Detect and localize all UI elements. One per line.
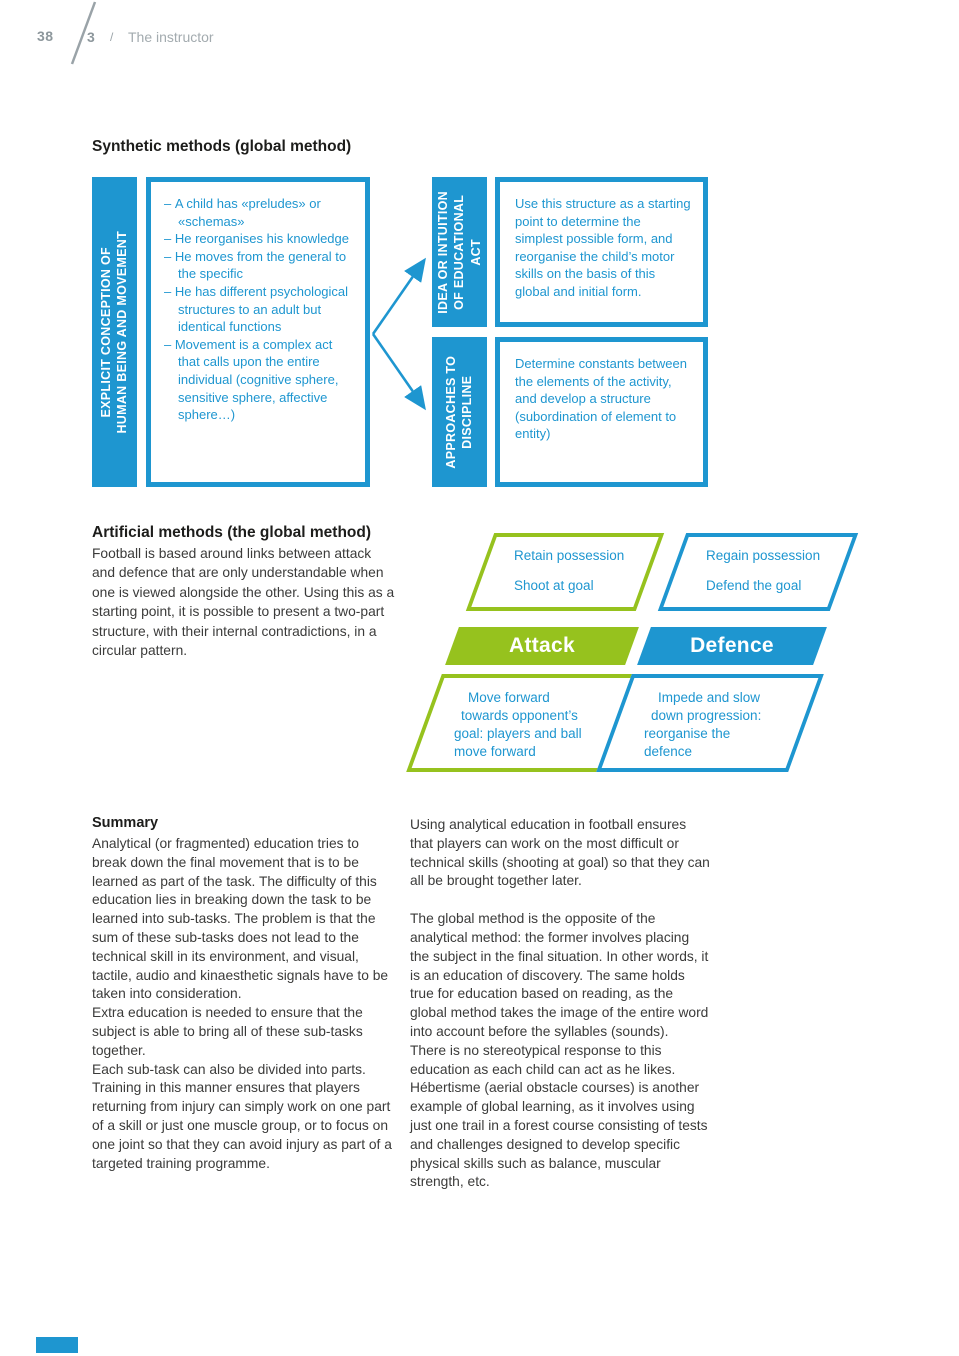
idea-intuition-label: IDEA OR INTUITION OF EDUCATIONAL ACT	[432, 177, 487, 327]
chapter-title: The instructor	[128, 29, 214, 45]
summary-left-column: Analytical (or fragmented) education tries to break down the final movement that is to be learned as part of the task. The difficulty of this education lies in breaking down the task to be learned into sub-tasks. The problem is that the sum of these sub-tasks does not lead to the technical skill in its environment, and visual, tactile, audio and kinaesthetic signals have to be taken into consideration. Extra education is needed to ensure that the subject is able to bring all of these sub-tasks together. Each sub-task can also be divided into parts. Training in this manner ensures that players returning from injury can simply work on one part of a skill or just one muscle group, or to focus on one joint so that they can avoid injury as part of a targeted training programme.	[92, 836, 392, 1171]
attack-objectives-box: Retain possession Shoot at goal	[466, 533, 664, 611]
attack-band: Attack	[445, 627, 639, 665]
summary-heading: Summary	[92, 815, 159, 831]
artificial-methods-paragraph: Football is based around links between attack and defence that are only understandable when one is viewed alongside the other. Using this as a starting point, it is possible to present a two-part structure, with their internal contradictions, in a circular pattern.	[92, 546, 395, 659]
synthetic-methods-diagram	[92, 177, 708, 487]
footer-color-tab	[36, 1337, 78, 1353]
approaches-discipline-label: APPROACHES TO DISCIPLINE	[432, 337, 487, 487]
artificial-methods-heading: Artificial methods (the global method)	[92, 524, 372, 541]
discipline-description-box: Determine constants between the elements of the activity, and develop a structure (subordination of element to entity)	[495, 337, 708, 487]
attack-progression-box: Move forward towards opponent’s goal: players and ball move forward	[406, 674, 638, 772]
page-number: 38	[37, 28, 54, 44]
summary-right-column: Using analytical education in football ensures that players can work on the most difficult or technical skills (shooting at goal) so that they can all be brought together later. The global method is the opposite of the analytical method: the former involves placing the subject in the final situation. In other words, it is an education of discovery. The same holds true for education based on reading, as the global method takes the image of the entire word into account before the syllables (sounds). There is no stereotypical response to this education as each child can act as he likes. Hébertisme (aerial obstacle courses) is another example of global learning, as it involves using just one trail in a forest course consisting of tests and challenges designed to develop specific physical skills such as balance, muscular strength, etc.	[410, 817, 710, 1190]
bullet-list: – A child has «preludes» or «schemas» – He reorganises his knowledge – He moves from the general to the specific – He has different psychological structures to an adult but identical functions – Movement is a complex act that calls upon the entire individual (cognitive sphere, sensitive sphere, affective sphere…)	[164, 195, 357, 424]
slash-graphic	[60, 0, 104, 66]
defence-band: Defence	[637, 627, 827, 665]
defence-objectives-box: Regain possession Defend the goal	[658, 533, 858, 611]
header-separator: /	[110, 30, 114, 44]
synthetic-methods-heading: Synthetic methods (global method)	[92, 138, 352, 155]
child-characteristics-box	[146, 177, 370, 487]
explicit-conception-label: EXPLICIT CONCEPTION OF HUMAN BEING AND MOVEMENT	[92, 177, 137, 487]
idea-description-box: Use this structure as a starting point to determine the simplest possible form, and reorganise the child’s motor skills on the basis of this global and initial form.	[495, 177, 708, 327]
defence-progression-box: Impede and slow down progression: reorganise the defence	[596, 674, 824, 772]
chapter-number: 3	[87, 29, 95, 45]
